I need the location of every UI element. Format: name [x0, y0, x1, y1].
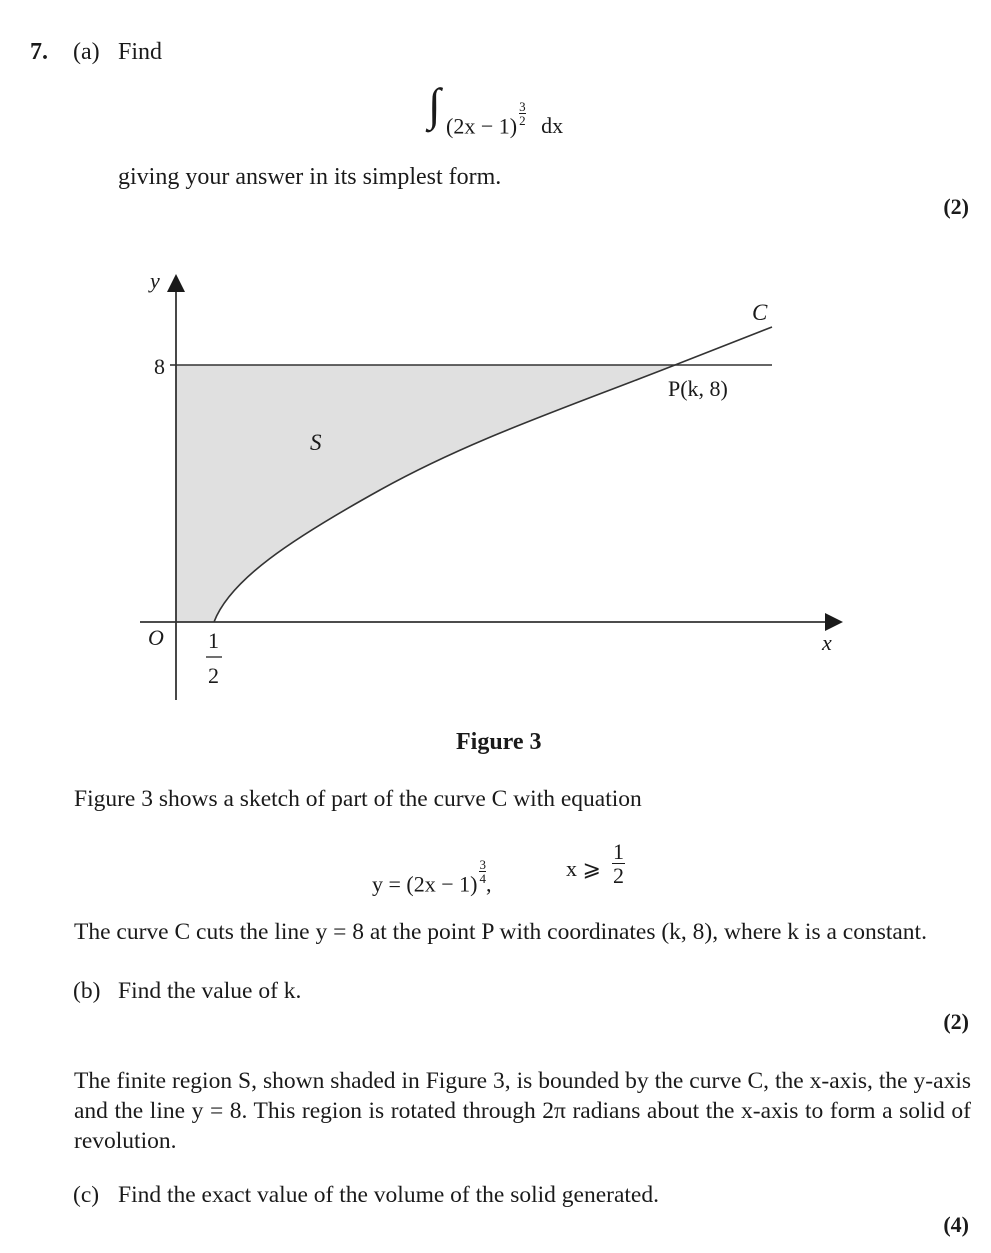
- region-description: The finite region S, shown shaded in Figure 3, is bounded by the curve C, the x-axis, the y-axis and the line y = 8. This region is rotated through 2π radians about the x-axis to form a solid of revolution.: [74, 1068, 971, 1154]
- x-axis-label: x: [822, 630, 832, 655]
- curve-label-c: C: [752, 300, 768, 325]
- part-a-marks: (2): [943, 194, 969, 219]
- figure-caption: Figure 3: [456, 729, 542, 755]
- part-b-marks: (2): [943, 1009, 969, 1034]
- part-a-instruction: giving your answer in its simplest form.: [118, 164, 502, 190]
- x-tick-label-den: 2: [208, 663, 219, 688]
- figure-intro-text: Figure 3 shows a sketch of part of the curve C with equation: [74, 786, 642, 812]
- part-b-label: (b): [73, 978, 101, 1004]
- x-tick-label-num: 1: [208, 628, 219, 653]
- equation-lhs: y = (2x − 1): [372, 871, 478, 897]
- question-number: 7.: [30, 39, 48, 65]
- part-c-marks: (4): [943, 1212, 969, 1237]
- curve-statement: The curve C cuts the line y = 8 at the point P with coordinates (k, 8), where k is a constant.: [74, 919, 927, 945]
- integral-base: (2x − 1): [446, 113, 518, 139]
- equation-comma: ,: [485, 871, 492, 897]
- part-b-text: Find the value of k.: [118, 978, 302, 1004]
- region-s-shading: [176, 365, 675, 622]
- region-s-label: S: [310, 430, 322, 455]
- y-axis-label: y: [150, 268, 160, 293]
- part-c-text: Find the exact value of the volume of the solid generated.: [118, 1182, 659, 1208]
- origin-label: O: [148, 625, 164, 650]
- point-p-label: P(k, 8): [668, 376, 728, 401]
- y-tick-label-8: 8: [154, 354, 165, 379]
- part-c-label: (c): [73, 1182, 100, 1208]
- part-a-label: (a): [73, 39, 100, 65]
- equation-exponent: $\frac{3}{4}$: [479, 857, 486, 886]
- integral-dx: dx: [541, 113, 564, 139]
- domain-fraction: $\frac{1}{2}$: [613, 839, 624, 889]
- integral-exponent: $\frac{3}{2}$: [519, 99, 526, 128]
- domain-condition: x ⩾: [566, 856, 601, 881]
- part-a-text: Find: [118, 39, 163, 65]
- integral-sign: ∫: [428, 79, 441, 130]
